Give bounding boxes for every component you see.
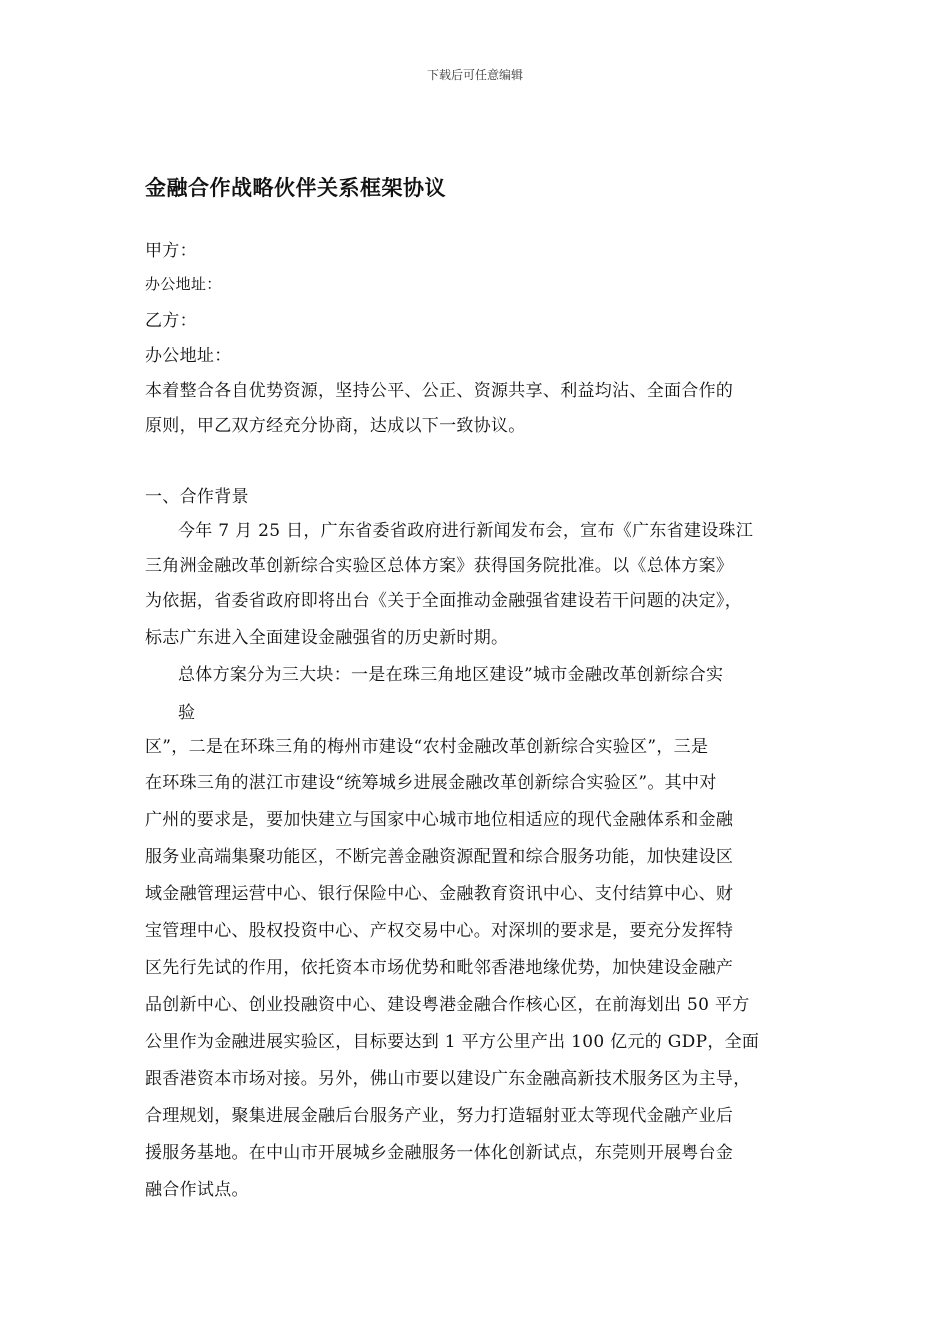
paragraph-line: 域金融管理运营中心、银行保险中心、金融教育资讯中心、支付结算中心、财 <box>145 884 734 904</box>
paragraph-line: 融合作试点。 <box>145 1180 249 1200</box>
paragraph-line: 在环珠三角的湛江市建设“统筹城乡进展金融改革创新综合实验区”。其中对 <box>145 773 717 793</box>
party-a-address-label: 办公地址： <box>145 275 222 293</box>
paragraph-line: 援服务基地。在中山市开展城乡金融服务一体化创新试点，东莞则开展粤台金 <box>145 1143 734 1163</box>
paragraph-line: 三角洲金融改革创新综合实验区总体方案》获得国务院批准。以《总体方案》 <box>145 556 734 576</box>
paragraph-line: 广州的要求是，要加快建立与国家中心城市地位相适应的现代金融体系和金融 <box>145 810 734 830</box>
intro-line: 本着整合各自优势资源，坚持公平、公正、资源共享、利益均沾、全面合作的 <box>145 381 734 401</box>
paragraph-line: 标志广东进入全面建设金融强省的历史新时期。 <box>145 628 509 648</box>
paragraph-line: 为依据，省委省政府即将出台《关于全面推动金融强省建设若干问题的决定》， <box>145 591 742 611</box>
paragraph-line: 跟香港资本市场对接。另外，佛山市要以建设广东金融高新技术服务区为主导， <box>145 1069 751 1089</box>
party-a-label: 甲方： <box>145 241 197 261</box>
section-heading: 一、合作背景 <box>145 487 249 507</box>
party-b-label: 乙方： <box>145 311 197 331</box>
paragraph-line: 今年 7 月 25 日，广东省委省政府进行新闻发布会，宣布《广东省建设珠江 <box>178 521 754 541</box>
intro-line: 原则，甲乙双方经充分协商，达成以下一致协议。 <box>145 416 526 436</box>
paragraph-line: 区先行先试的作用，依托资本市场优势和毗邻香港地缘优势，加快建设金融产 <box>145 958 734 978</box>
paragraph-line: 公里作为金融进展实验区，目标要达到 1 平方公里产出 100 亿元的 GDP，全面 <box>145 1032 760 1052</box>
paragraph-line: 服务业高端集聚功能区，不断完善金融资源配置和综合服务功能，加快建设区 <box>145 847 734 867</box>
paragraph-line: 品创新中心、创业投融资中心、建设粤港金融合作核心区，在前海划出 50 平方 <box>145 995 750 1015</box>
paragraph-line: 总体方案分为三大块：一是在珠三角地区建设”城市金融改革创新综合实 <box>178 665 724 685</box>
paragraph-line: 合理规划，聚集进展金融后台服务产业，努力打造辐射亚太等现代金融产业后 <box>145 1106 734 1126</box>
header-note: 下载后可任意编辑 <box>426 68 523 82</box>
paragraph-line: 宝管理中心、股权投资中心、产权交易中心。对深圳的要求是，要充分发挥特 <box>145 921 734 941</box>
paragraph-line: 验 <box>178 703 196 723</box>
document-title: 金融合作战略伙伴关系框架协议 <box>145 176 446 200</box>
paragraph-line: 区”，二是在环珠三角的梅州市建设“农村金融改革创新综合实验区”，三是 <box>145 737 709 757</box>
party-b-address-label: 办公地址： <box>145 346 232 366</box>
